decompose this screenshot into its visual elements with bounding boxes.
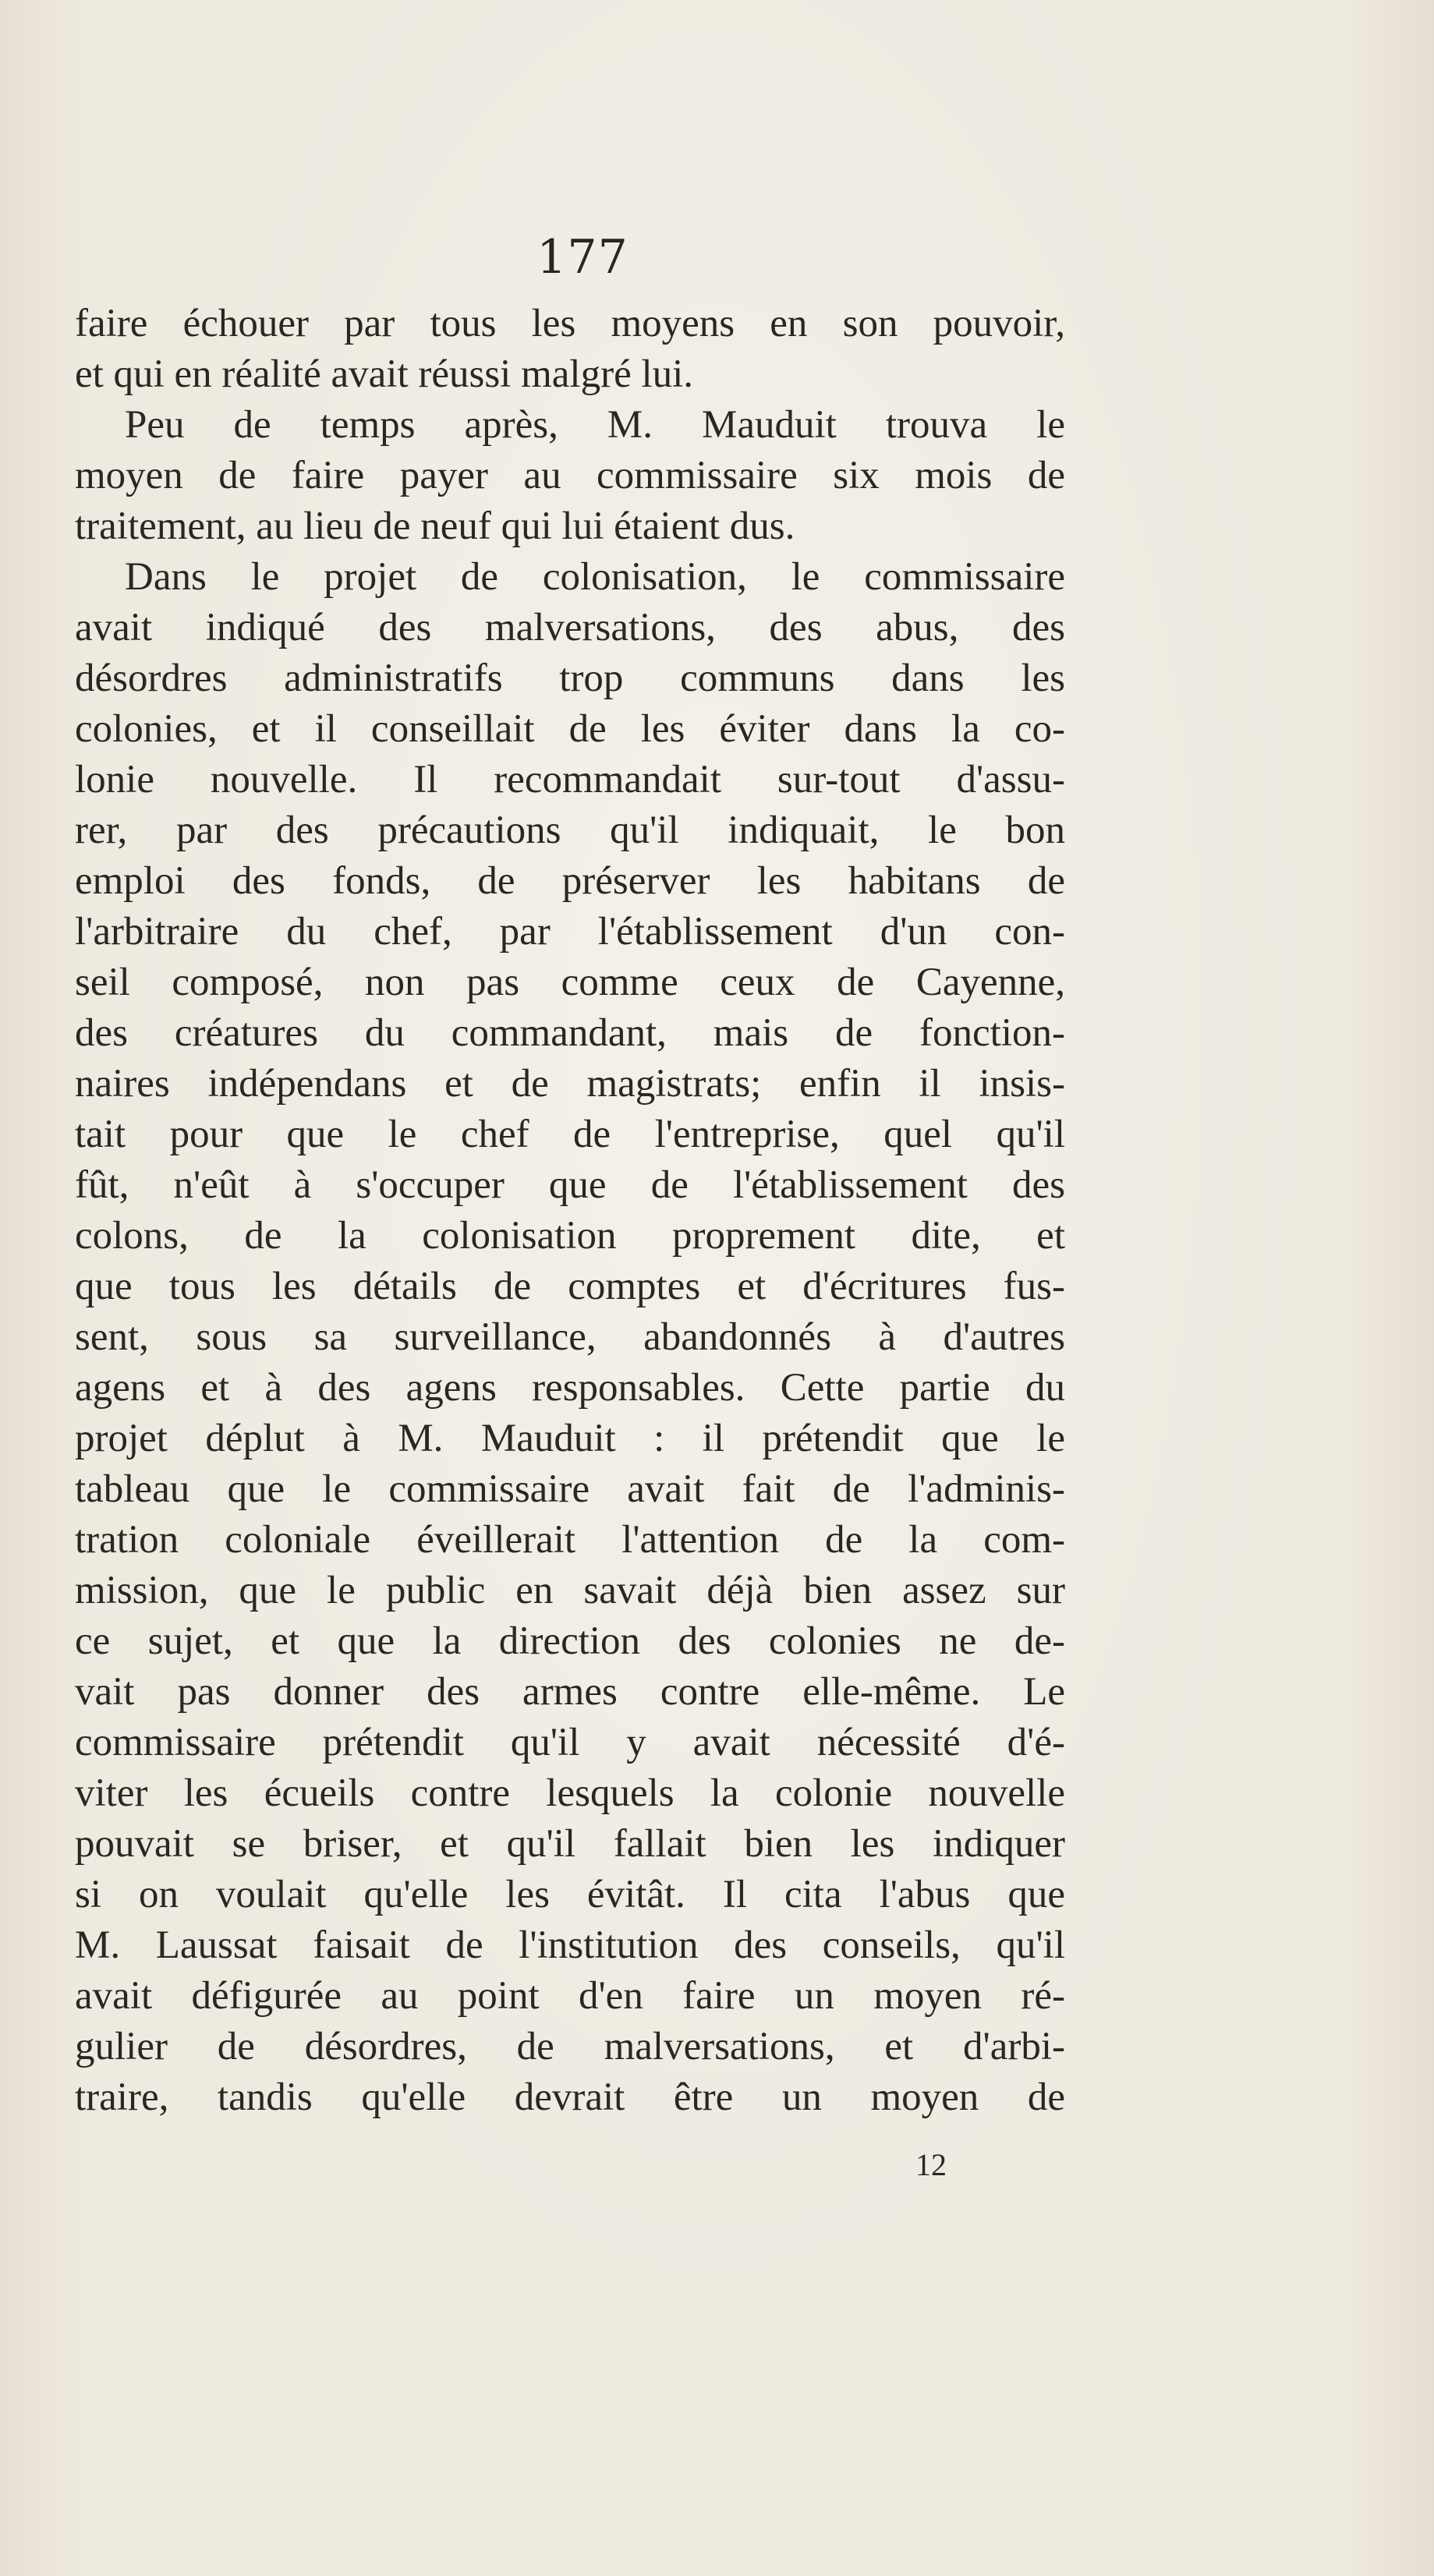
text-line: agens et à des agens responsables. Cette partie du [75, 1366, 1065, 1410]
body-text [75, 299, 1065, 2123]
text-line: viter les écueils contre lesquels la colonie nouvelle [75, 1771, 1065, 1815]
text-line: faire échouer par tous les moyens en son pouvoir, [75, 302, 1065, 345]
page-number: 177 [536, 230, 628, 285]
text-line: commissaire prétendit qu'il y avait nécessité d'é- [75, 1721, 1065, 1764]
text-line: naires indépendans et de magistrats; enfin il insis- [75, 1062, 1065, 1106]
text-line: colonies, et il conseillait de les éviter dans la co- [75, 707, 1065, 751]
text-line: l'arbitraire du chef, par l'établissement d'un con- [75, 910, 1065, 954]
text-line: tait pour que le chef de l'entreprise, quel qu'il [75, 1113, 1065, 1156]
text-line: projet déplut à M. Mauduit : il prétendit que le [75, 1417, 1065, 1460]
text-line: emploi des fonds, de préserver les habitans de [75, 859, 1065, 903]
text-line: gulier de désordres, de malversations, et d'arbi- [75, 2025, 1065, 2068]
text-line: M. Laussat faisait de l'institution des conseils, qu'il [75, 1923, 1065, 1967]
text-line: lonie nouvelle. Il recommandait sur-tout d'assu- [75, 758, 1065, 801]
text-line: mission, que le public en savait déjà bien assez sur [75, 1569, 1065, 1612]
text-line: traire, tandis qu'elle devrait être un moyen de [75, 2075, 1065, 2119]
text-line: pouvait se briser, et qu'il fallait bien les indiquer [75, 1822, 1065, 1866]
text-line: sent, sous sa surveillance, abandonnés à d'autres [75, 1315, 1065, 1359]
text-line: désordres administratifs trop communs dans les [75, 656, 1065, 700]
text-line: rer, par des précautions qu'il indiquait, le bon [75, 809, 1065, 852]
text-line: avait défigurée au point d'en faire un moyen ré- [75, 1974, 1065, 2018]
text-line: colons, de la colonisation proprement dite, et [75, 1214, 1065, 1258]
text-line: si on voulait qu'elle les évitât. Il cita l'abus que [75, 1873, 1065, 1916]
text-line: tableau que le commissaire avait fait de l'adminis- [75, 1467, 1065, 1511]
text-line: Dans le projet de colonisation, le commissaire [125, 555, 1065, 599]
signature-mark: 12 [915, 2147, 947, 2182]
text-line: fût, n'eût à s'occuper que de l'établissement des [75, 1163, 1065, 1207]
text-line: tration coloniale éveillerait l'attention de la com- [75, 1518, 1065, 1562]
text-line: Peu de temps après, M. Mauduit trouva le [125, 403, 1065, 447]
text-line: et qui en réalité avait réussi malgré lui. [75, 352, 694, 396]
text-line: seil composé, non pas comme ceux de Cayenne, [75, 961, 1065, 1004]
text-line: ce sujet, et que la direction des colonies ne de- [75, 1619, 1065, 1663]
text-line: traitement, au lieu de neuf qui lui étaient dus. [75, 504, 795, 548]
text-line: moyen de faire payer au commissaire six mois de [75, 454, 1065, 497]
text-line: des créatures du commandant, mais de fonction- [75, 1011, 1065, 1055]
text-line: vait pas donner des armes contre elle-même. Le [75, 1670, 1065, 1714]
text-line: que tous les détails de comptes et d'écritures fus- [75, 1265, 1065, 1308]
text-line: avait indiqué des malversations, des abus, des [75, 606, 1065, 649]
